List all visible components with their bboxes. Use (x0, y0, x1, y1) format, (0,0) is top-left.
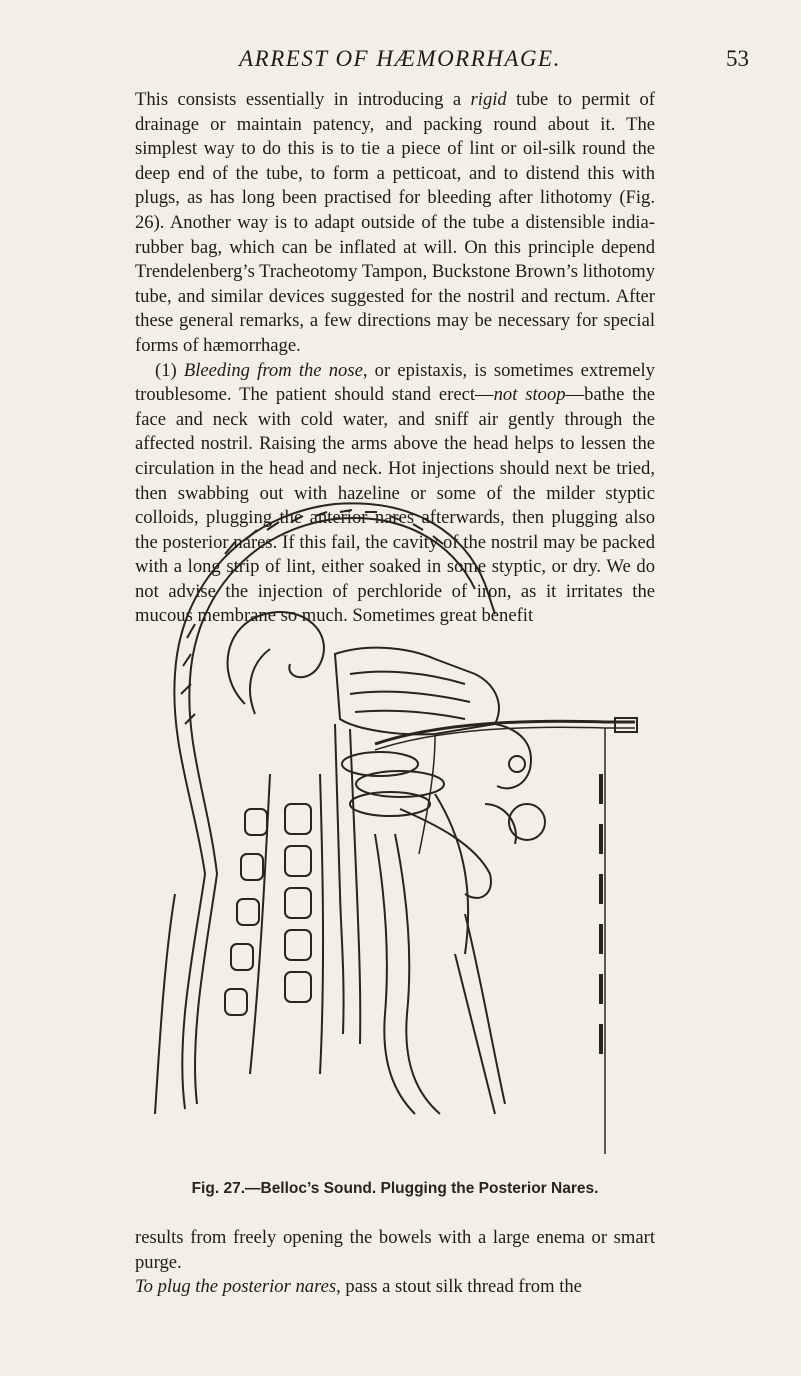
figure-caption: Fig. 27.—Belloc’s Sound. Plugging the Posterior Nares. (191, 1180, 599, 1197)
tongue (400, 809, 491, 898)
silk-thread (419, 728, 605, 1154)
emphasis-plug-posterior-nares: To plug the posterior nares (135, 1276, 337, 1298)
skull-outline (174, 503, 495, 1109)
paragraph-drainage: This consists essentially in introducing a rigid tube to permit of drainage or maintain patency, and packing round about it. The simplest way to do this is to tie a piece of lint or oil-silk round the deep end of the tube, to form a petticoat, and to distend this with plugs, as has long been practised for bleeding after lithotomy (Fig. 26). Another way is to adapt outside of the tube a distensible india-rubber bag, which can be inflated at will. On this principle depend Trendelenberg’s Tracheotomy Tampon, Buckstone Brown’s lithotomy tube, and similar devices suggested for the nostril and rectum. After these general remarks, a few directions may be necessary for special forms of hæmorrhage. (135, 89, 655, 356)
emphasis-rigid: rigid (470, 89, 507, 110)
figure-bellocs-sound (135, 474, 655, 1164)
pharynx (335, 724, 344, 1034)
continuation-text (135, 1226, 655, 1300)
paragraph-epistaxis: (1) Bleeding from the nose, or epistaxis, is sometimes extremely troublesome. The patient should stand erect—not stoop—bathe the face and neck with cold water, and sniff air gently through the affected nostril. Raising the arms above the head helps to lessen the circulation in the head and neck. Hot injections should next be tried, then swabbing out with hazeline or some of the milder styptic colloids, plugging the anterior nares afterwards, then plugging also the posterior nares. If this fail, the cavity of the nostril may be packed with a long strip of lint, either soaked in some styptic, or dry. We do not advise the injection of perchloride of iron, as it irritates the mucous membrane so much. Sometimes great benefit (135, 359, 655, 627)
anatomical-illustration (135, 474, 655, 1164)
running-title: ARREST OF HÆMORRHAGE. (239, 46, 561, 71)
brain-curl (228, 612, 324, 704)
paragraph-bowels: results from freely opening the bowels with a large enema or smart purge. (135, 1227, 655, 1273)
paragraph-plug-posterior-nares: To plug the posterior nares, pass a stout silk thread from the (135, 1276, 582, 1298)
nasal-cavity (335, 648, 499, 735)
vertebral-column (225, 804, 311, 1015)
page-number: 53 (726, 46, 749, 71)
emphasis-bleeding-from-nose: Bleeding from the nose (183, 359, 363, 381)
bellocs-sound-instrument (375, 721, 635, 744)
emphasis-not-stoop: not stoop (493, 384, 566, 406)
